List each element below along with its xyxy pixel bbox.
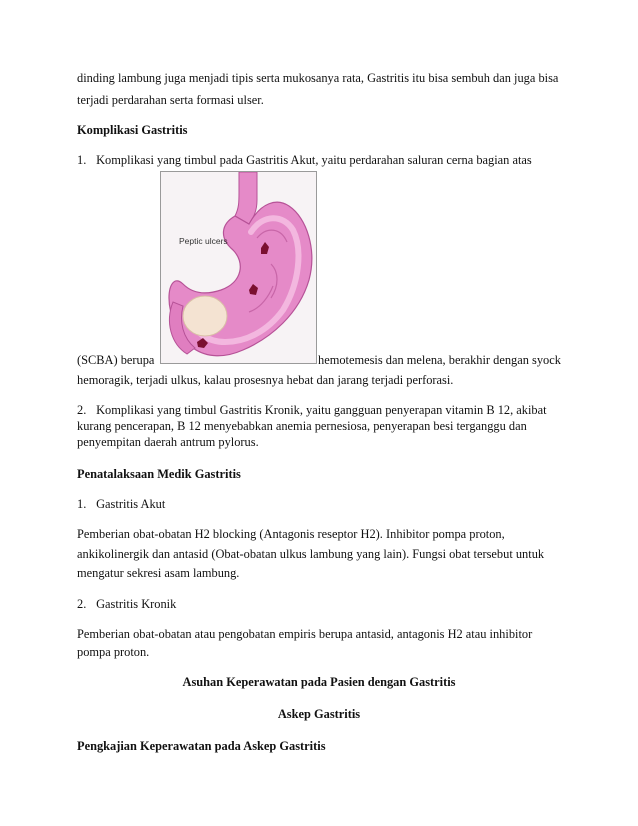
list-item-text: Gastritis Kronik xyxy=(96,597,177,611)
list-item-2 xyxy=(77,402,547,418)
stomach-figure xyxy=(160,171,317,364)
heading-komplikasi: Komplikasi Gastritis xyxy=(77,123,188,137)
list-item-text: Komplikasi yang timbul pada Gastritis Akut, yaitu perdarahan saluran cerna bagian atas xyxy=(96,153,532,167)
heading-penatalaksaan: Penatalaksaan Medik Gastritis xyxy=(77,467,241,481)
paragraph-line: kurang pencerapan, B 12 menyebabkan anemia pernesiosa, penyerapan besi terganggu dan xyxy=(77,419,527,433)
stomach-illustration-icon xyxy=(161,172,316,363)
paragraph-line: penyempitan daerah antrum pylorus. xyxy=(77,435,259,449)
list-number: 1. xyxy=(77,153,87,167)
paragraph-line: terjadi perdarahan serta formasi ulser. xyxy=(77,93,264,107)
list-item-text: Gastritis Akut xyxy=(96,497,166,511)
heading-pengkajian: Pengkajian Keperawatan pada Askep Gastritis xyxy=(77,739,326,753)
paragraph-line: pompa proton. xyxy=(77,645,150,659)
list-number: 1. xyxy=(77,497,87,511)
paragraph-line: (SCBA) berupa xyxy=(77,353,155,367)
figure-label: Peptic ulcers xyxy=(179,236,228,246)
heading-askep: Askep Gastritis xyxy=(277,707,361,721)
paragraph-line: dinding lambung juga menjadi tipis serta mukosanya rata, Gastritis itu bisa sembuh dan juga bisa xyxy=(77,71,559,85)
paragraph-line: ankikolinergik dan antasid (Obat-obatan ulkus lambung yang lain). Fungsi obat tersebut untuk xyxy=(77,547,545,561)
list-number: 2. xyxy=(77,403,87,417)
list-item-kronik xyxy=(77,596,176,612)
list-item-akut xyxy=(77,496,165,512)
paragraph-line: hemoragik, terjadi ulkus, kalau prosesnya hebat dan jarang terjadi perforasi. xyxy=(77,373,454,387)
paragraph-line: Pemberian obat-obatan atau pengobatan empiris berupa antasid, antagonis H2 atau inhibitor xyxy=(77,627,533,641)
paragraph-line: hemotemesis dan melena, berakhir dengan syock xyxy=(318,353,561,367)
paragraph-line: mengatur sekresi asam lambung. xyxy=(77,566,240,580)
paragraph-line: Pemberian obat-obatan H2 blocking (Antagonis reseptor H2). Inhibitor pompa proton, xyxy=(77,527,505,541)
heading-asuhan: Asuhan Keperawatan pada Pasien dengan Gastritis xyxy=(182,675,456,689)
list-item-text: Komplikasi yang timbul Gastritis Kronik, yaitu gangguan penyerapan vitamin B 12, akibat xyxy=(96,403,547,417)
list-number: 2. xyxy=(77,597,87,611)
list-item-1 xyxy=(77,152,532,168)
